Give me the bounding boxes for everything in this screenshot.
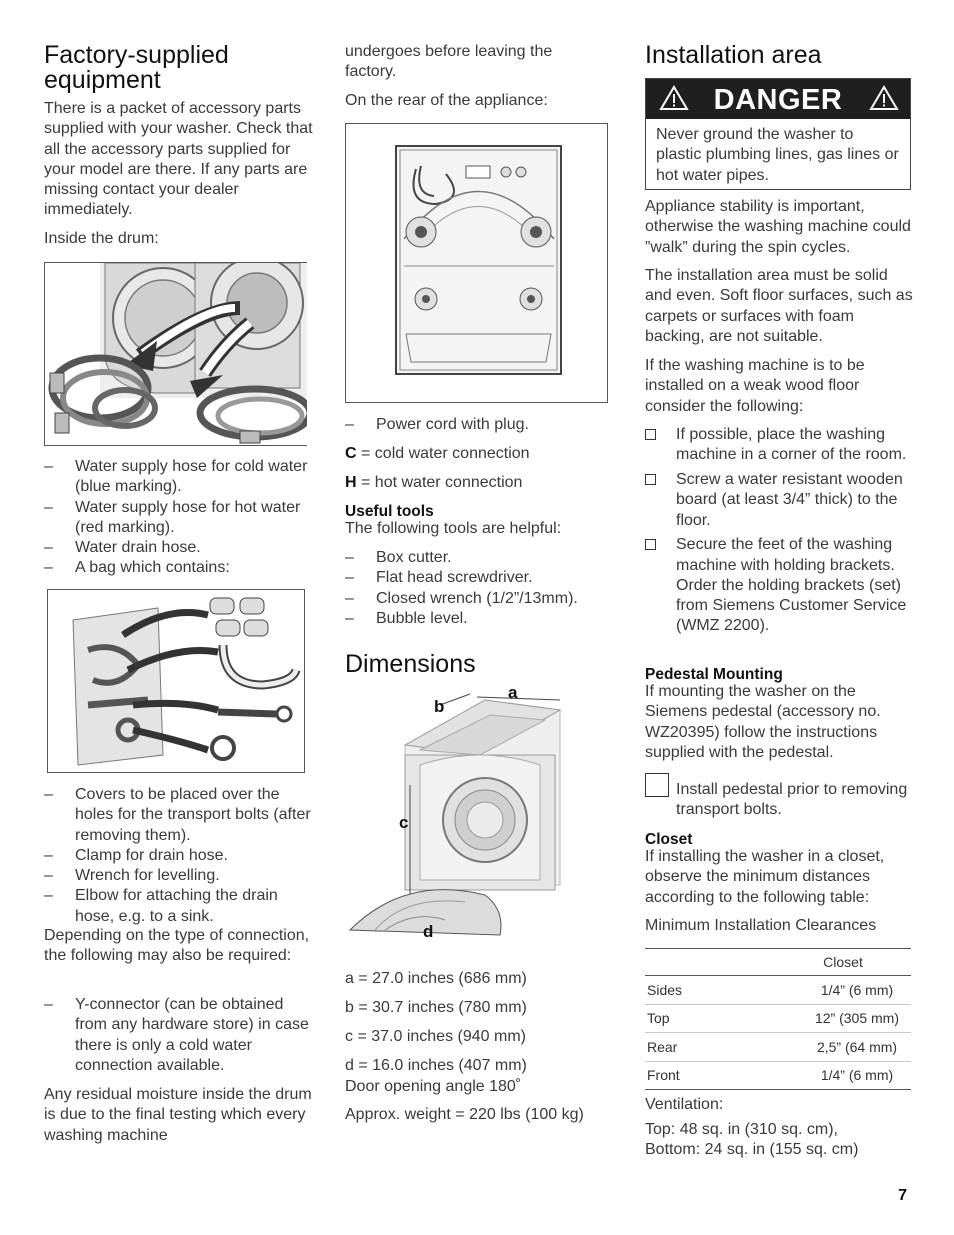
cold-water-text: = cold water connection xyxy=(356,445,530,462)
clearances-table xyxy=(645,948,911,1090)
list-item-text: Screw a water resistant wooden board (at least 3/4” thick) to the floor. xyxy=(676,470,903,529)
wood-floor-list xyxy=(645,425,915,641)
list-item: – Water drain hose. xyxy=(44,538,316,558)
table-cell-value: 12” (305 mm) xyxy=(775,1004,911,1033)
checkbox-bullet-icon xyxy=(645,429,656,440)
checkbox-bullet-icon xyxy=(645,474,656,485)
tools-heading: Useful tools xyxy=(345,503,434,520)
dimension-a: a = 27.0 inches (686 mm) xyxy=(345,970,527,987)
pedestal-note: Install pedestal prior to removing transport bolts. xyxy=(676,781,908,819)
dim-label-b: b xyxy=(434,697,445,716)
rear-appliance-illustration xyxy=(346,124,608,403)
table-cell-label: Rear xyxy=(645,1033,775,1062)
stability-text: Appliance stability is important, otherwise the washing machine could ”walk” during the spin cycles. xyxy=(645,198,911,256)
table-title: Minimum Installation Clearances xyxy=(645,917,877,934)
list-item xyxy=(645,425,915,466)
hot-water-line xyxy=(345,473,605,493)
bag-items-list xyxy=(44,785,316,927)
list-item: – Bubble level. xyxy=(345,609,605,629)
closet-text: If installing the washer in a closet, observe the minimum distances according to the following table: xyxy=(645,848,885,906)
table-cell-value: 1/4” (6 mm) xyxy=(820,981,894,998)
dim-label-c: c xyxy=(399,813,409,832)
dimension-b: b = 30.7 inches (780 mm) xyxy=(345,999,527,1016)
required-items-list xyxy=(44,995,316,1076)
rear-items-list xyxy=(345,415,605,435)
list-item: – Covers to be placed over the holes for the transport bolts (after removing them). xyxy=(44,785,316,846)
list-item: – Power cord with plug. xyxy=(345,415,605,435)
list-item xyxy=(645,535,915,636)
bag-contents-illustration xyxy=(48,590,305,773)
table-cell-label: Front xyxy=(645,1061,775,1090)
table-cell-label: Top xyxy=(645,1004,775,1033)
list-item: – Closed wrench (1/2”/13mm). xyxy=(345,589,605,609)
list-item: – A bag which contains: xyxy=(44,558,316,578)
ventilation-label: Ventilation: xyxy=(645,1096,724,1113)
installation-area-heading: Installation area xyxy=(645,41,822,69)
list-item xyxy=(645,470,915,531)
dimensions-illustration xyxy=(345,680,605,960)
moisture-text: Any residual moisture inside the drum is due to the final testing which every washing machine xyxy=(44,1086,312,1144)
danger-header xyxy=(646,79,910,119)
hoses-illustration xyxy=(45,263,307,446)
list-item-text: Secure the feet of the washing machine with holding brackets. Order the holding brackets (set) from Siemens Customer Service (WMZ 2200). xyxy=(676,536,907,635)
dimension-c: c = 37.0 inches (940 mm) xyxy=(345,1028,526,1045)
table-row xyxy=(645,1033,911,1062)
tools-intro: The following tools are helpful: xyxy=(345,520,562,537)
list-item: – Water supply hose for hot water (red marking). xyxy=(44,498,316,539)
dimensions-figure xyxy=(345,680,605,960)
list-item: – Box cutter. xyxy=(345,548,605,568)
list-item: – Elbow for attaching the drain hose, e.g. to a sink. xyxy=(44,886,316,927)
continued-text: undergoes before leaving the factory. xyxy=(345,43,553,81)
list-item-text: If possible, place the washing machine in a corner of the room. xyxy=(676,426,907,464)
danger-text: Never ground the washer to plastic plumbing lines, gas lines or hot water pipes. xyxy=(656,126,899,184)
table-cell-value: 2,5” (64 mm) xyxy=(775,1033,911,1062)
list-item: – Wrench for levelling. xyxy=(44,866,316,886)
dimension-d: d = 16.0 inches (407 mm) xyxy=(345,1057,527,1074)
ventilation-bottom: Bottom: 24 sq. in (155 sq. cm) xyxy=(645,1141,859,1158)
hot-water-text: = hot water connection xyxy=(356,474,523,491)
closet-heading: Closet xyxy=(645,831,693,848)
table-header-closet: Closet xyxy=(775,949,911,976)
danger-title: DANGER xyxy=(713,84,843,116)
table-cell-label: Sides xyxy=(647,981,683,998)
table-cell-value: 1/4” (6 mm) xyxy=(775,1061,911,1090)
cold-water-key: C xyxy=(345,445,357,462)
cold-water-line xyxy=(345,444,605,464)
table-row xyxy=(645,1004,911,1033)
checkbox-bullet-icon xyxy=(645,539,656,550)
tools-list xyxy=(345,548,605,629)
table-header-empty xyxy=(645,949,775,976)
ventilation-top: Top: 48 sq. in (310 sq. cm), xyxy=(645,1121,838,1138)
hot-water-key: H xyxy=(345,474,357,491)
table-header-row xyxy=(645,949,911,976)
dim-label-a: a xyxy=(508,683,518,702)
wood-floor-intro: If the washing machine is to be installed on a weak wood floor consider the following: xyxy=(645,357,865,415)
page-number: 7 xyxy=(898,1187,907,1204)
rear-label: On the rear of the appliance: xyxy=(345,92,548,109)
rear-appliance-figure xyxy=(345,123,608,403)
inside-drum-label: Inside the drum: xyxy=(44,230,159,247)
list-item: – Water supply hose for cold water (blue marking). xyxy=(44,457,316,498)
dimensions-heading: Dimensions xyxy=(345,650,476,678)
warning-triangle-icon xyxy=(869,85,899,111)
table-row xyxy=(645,1061,911,1090)
note-icon xyxy=(645,773,669,797)
list-item: – Clamp for drain hose. xyxy=(44,846,316,866)
bag-contents-figure xyxy=(47,589,305,773)
equipment-intro: There is a packet of accessory parts supplied with your washer. Check that all the accessory parts supplied for your model are there. If any parts are missing contact your dealer immediately. xyxy=(44,100,313,219)
hoses-in-drum-figure xyxy=(44,262,307,446)
door-angle: Door opening angle 180˚ xyxy=(345,1078,522,1095)
solid-floor-text: The installation area must be solid and even. Soft floor surfaces, such as carpets or surfaces with foam backing, are not suitable. xyxy=(645,267,913,345)
section-heading-equipment: Factory-supplied equipment xyxy=(44,41,229,94)
table-row xyxy=(645,976,911,1005)
depending-text: Depending on the type of connection, the following may also be required: xyxy=(44,927,310,965)
drum-items-list xyxy=(44,457,316,579)
approx-weight: Approx. weight = 220 lbs (100 kg) xyxy=(345,1106,584,1123)
pedestal-text: If mounting the washer on the Siemens pedestal (accessory no. WZ20395) follow the instructions supplied with the pedestal. xyxy=(645,683,881,761)
danger-warning-box xyxy=(645,78,911,190)
dim-label-d: d xyxy=(423,922,434,941)
pedestal-heading: Pedestal Mounting xyxy=(645,666,783,683)
list-item: – Flat head screwdriver. xyxy=(345,568,605,588)
list-item: – Y-connector (can be obtained from any hardware store) in case there is only a cold water connection available. xyxy=(44,995,316,1076)
